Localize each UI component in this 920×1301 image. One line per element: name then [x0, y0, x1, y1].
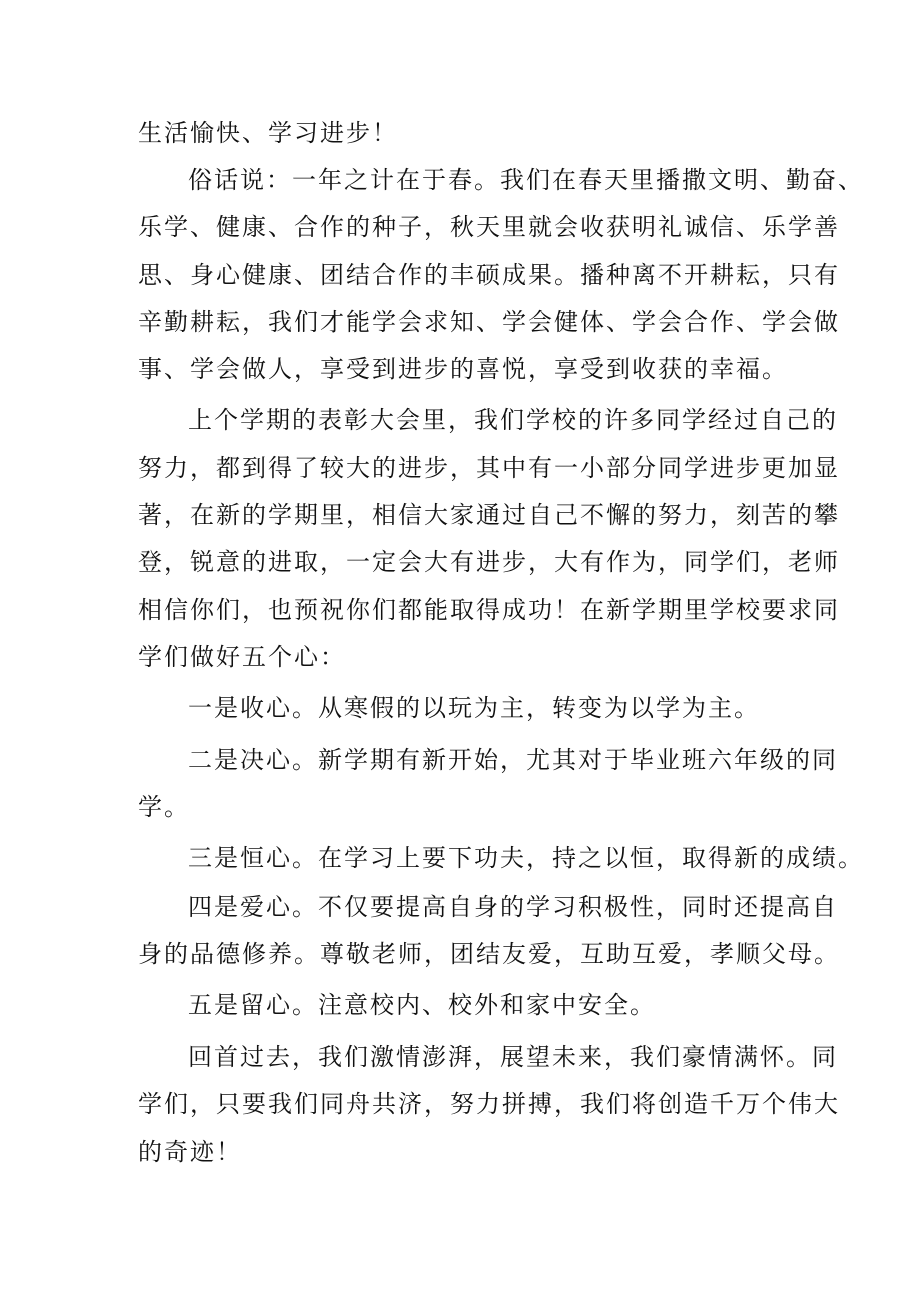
text-line: 思、身心健康、团结合作的丰硕成果。播种离不开耕耘，只有 [138, 261, 840, 289]
text-line: 四是爱心。不仅要提高自身的学习积极性，同时还提高自 [188, 893, 838, 921]
text-line: 身的品德修养。尊敬老师，团结友爱，互助互爱，孝顺父母。 [138, 940, 840, 968]
text-line: 努力，都到得了较大的进步，其中有一小部分同学进步更加显 [138, 454, 840, 482]
text-line: 二是决心。新学期有新开始，尤其对于毕业班六年级的同 [188, 746, 838, 774]
text-line: 回首过去，我们激情澎湃，展望未来，我们豪情满怀。同 [188, 1043, 838, 1071]
text-line: 乐学、健康、合作的种子，秋天里就会收获明礼诚信、乐学善 [138, 213, 840, 241]
text-line: 一是收心。从寒假的以玩为主，转变为以学为主。 [188, 694, 760, 722]
text-line: 登，锐意的进取，一定会大有进步，大有作为，同学们，老师 [138, 548, 840, 576]
text-line: 学。 [138, 793, 190, 821]
text-line: 著，在新的学期里，相信大家通过自己不懈的努力，刻苦的攀 [138, 501, 840, 529]
text-line: 事、学会做人，享受到进步的喜悦，享受到收获的幸福。 [138, 355, 788, 383]
text-line: 五是留心。注意校内、校外和家中安全。 [188, 991, 656, 1019]
text-line: 俗话说：一年之计在于春。我们在春天里播撒文明、勤奋、 [188, 166, 864, 194]
text-line: 上个学期的表彰大会里，我们学校的许多同学经过自己的 [188, 406, 838, 434]
text-line: 生活愉快、学习进步！ [138, 119, 398, 147]
text-line: 学们，只要我们同舟共济，努力拼搏，我们将创造千万个伟大 [138, 1090, 840, 1118]
text-line: 辛勤耕耘，我们才能学会求知、学会健体、学会合作、学会做 [138, 308, 840, 336]
text-line: 相信你们，也预祝你们都能取得成功！在新学期里学校要求同 [138, 596, 840, 624]
text-line: 学们做好五个心： [138, 643, 346, 671]
text-line: 的奇迹！ [138, 1138, 242, 1166]
text-line: 三是恒心。在学习上要下功夫，持之以恒，取得新的成绩。 [188, 844, 864, 872]
